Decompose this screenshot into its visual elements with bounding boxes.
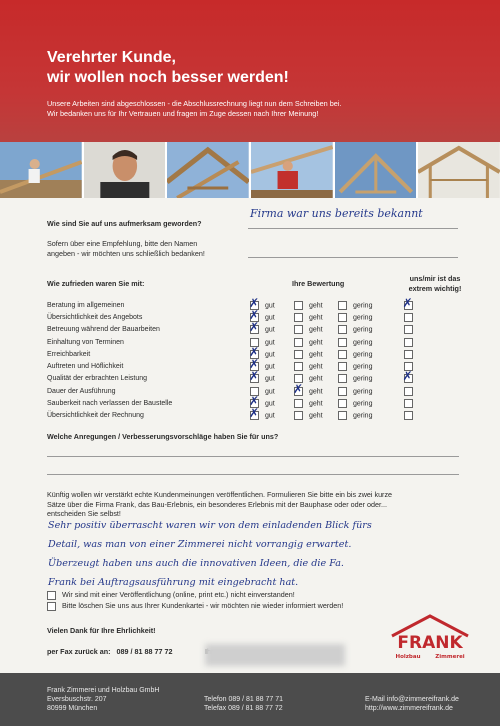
gut-label: gut: [265, 326, 275, 334]
rating-row: [47, 360, 434, 372]
criterion-label: Erreichbarkeit: [47, 350, 91, 358]
gering-checkbox[interactable]: [338, 411, 347, 420]
gering-label: gering: [353, 363, 373, 371]
fax-number: 089 / 81 88 77 72: [116, 647, 173, 656]
gering-label: gering: [353, 338, 373, 346]
geht-checkbox[interactable]: [294, 313, 303, 322]
gut-label: gut: [265, 301, 275, 309]
geht-checkbox[interactable]: [294, 399, 303, 408]
important-header: [400, 274, 470, 294]
gut-label: gut: [265, 400, 275, 408]
footer-phone-number: Telefon 089 / 81 88 77 71: [204, 696, 284, 703]
photo-carpenter-roof: [0, 142, 84, 198]
photo-frame-structure: [418, 142, 500, 198]
remove-option: [47, 601, 343, 611]
important-checkbox[interactable]: [404, 350, 413, 359]
rating-table: [47, 299, 434, 422]
gering-checkbox[interactable]: [338, 399, 347, 408]
criterion-label: Übersichtlichkeit der Rechnung: [47, 412, 144, 420]
gut-label: gut: [265, 351, 275, 359]
gering-checkbox[interactable]: [338, 301, 347, 310]
geht-label: geht: [309, 301, 323, 309]
rating-row: [47, 373, 434, 385]
fax-return: [47, 647, 172, 656]
important-checkbox[interactable]: [404, 301, 413, 310]
logo-right: Zimmerei: [435, 654, 465, 660]
gering-checkbox[interactable]: [338, 313, 347, 322]
handwriting-line-1: Sehr positiv überrascht waren wir von dem einladenden Blick fürs: [48, 520, 372, 531]
criterion-label: Qualität der erbrachten Leistung: [47, 375, 148, 383]
testimonial-intro-line-3: entscheiden Sie selbst!: [47, 509, 121, 518]
handwriting-line-2: Detail, was man von einer Zimmerei nicht vorrangig erwartet.: [48, 539, 352, 550]
suggestions-line-2: [47, 474, 459, 475]
geht-label: geht: [309, 314, 323, 322]
geht-checkbox[interactable]: [294, 387, 303, 396]
important-header-line-2: extrem wichtig!: [408, 284, 462, 293]
footer-phone: [204, 695, 283, 713]
consent-option: [47, 590, 295, 600]
geht-checkbox[interactable]: [294, 411, 303, 420]
gering-label: gering: [353, 388, 373, 396]
gut-label: gut: [265, 338, 275, 346]
rating-header: Ihre Bewertung: [292, 279, 345, 288]
referral-hint: [47, 239, 205, 259]
gut-label: gut: [265, 363, 275, 371]
remove-label: Bitte löschen Sie uns aus Ihrer Kundenkartei - wir möchten nie wieder informiert werden!: [62, 601, 344, 610]
geht-label: geht: [309, 412, 323, 420]
title-line-2: wir wollen noch besser werden!: [47, 69, 289, 86]
gut-checkbox[interactable]: [250, 325, 259, 334]
redacted-stamp: [205, 644, 345, 666]
geht-label: geht: [309, 375, 323, 383]
footer-email[interactable]: E-Mail info@zimmereifrank.de: [365, 696, 459, 703]
intro-line-2: Wir bedanken uns für Ihr Vertrauen und fragen im Zuge dessen nach Ihrer Meinung!: [47, 109, 319, 118]
geht-checkbox[interactable]: [294, 350, 303, 359]
handwriting-line-4: Frank bei Auftragsausführung mit eingebracht hat.: [48, 577, 299, 588]
footer: [0, 673, 500, 726]
intro-line-1: Unsere Arbeiten sind abgeschlossen - die Abschlussrechnung liegt nun dem Schreiben bei.: [47, 99, 342, 108]
fax-label: per Fax zurück an:: [47, 647, 111, 656]
referral-name-line: [248, 257, 458, 258]
question-referral: Wie sind Sie auf uns aufmerksam geworden?: [47, 219, 202, 228]
gut-label: gut: [265, 314, 275, 322]
criterion-label: Dauer der Ausführung: [47, 387, 116, 395]
geht-label: geht: [309, 388, 323, 396]
header-banner: [0, 0, 500, 142]
testimonial-intro-line-1: Künftig wollen wir verstärkt echte Kundenmeinungen veröffentlichen. Formulieren Sie bitte ein bis zwei kurze: [47, 490, 393, 499]
gering-label: gering: [353, 326, 373, 334]
rating-row: [47, 299, 434, 311]
gering-label: gering: [353, 412, 373, 420]
rating-row: [47, 336, 434, 348]
gering-label: gering: [353, 314, 373, 322]
footer-contact: [365, 695, 459, 713]
intro-text: [47, 99, 467, 119]
gut-checkbox[interactable]: [250, 411, 259, 420]
testimonial-intro: [47, 490, 392, 519]
gering-checkbox[interactable]: [338, 362, 347, 371]
consent-checkbox[interactable]: [47, 591, 56, 600]
footer-fax-number: Telefax 089 / 81 88 77 72: [204, 705, 283, 712]
geht-label: geht: [309, 338, 323, 346]
title-line-1: Verehrter Kunde,: [47, 49, 176, 66]
question-satisfaction: Wie zufrieden waren Sie mit:: [47, 279, 145, 288]
gering-checkbox[interactable]: [338, 350, 347, 359]
question-suggestions: Welche Anregungen / Verbesserungsvorschläge haben Sie für uns?: [47, 432, 279, 441]
footer-address: [47, 686, 159, 713]
important-checkbox[interactable]: [404, 399, 413, 408]
footer-web[interactable]: http://www.zimmereifrank.de: [365, 705, 453, 712]
criterion-label: Betreuung während der Bauarbeiten: [47, 326, 160, 334]
important-checkbox[interactable]: [404, 374, 413, 383]
criterion-label: Übersichtlichkeit des Angebots: [47, 313, 143, 321]
geht-checkbox[interactable]: [294, 325, 303, 334]
geht-label: geht: [309, 351, 323, 359]
important-checkbox[interactable]: [404, 338, 413, 347]
logo-left: Holzbau: [395, 654, 421, 660]
logo-word: FRANK: [397, 633, 463, 653]
footer-company: Frank Zimmerei und Holzbau GmbH: [47, 687, 160, 694]
criterion-label: Einhaltung von Terminen: [47, 338, 124, 346]
geht-checkbox[interactable]: [294, 301, 303, 310]
footer-street: Eversbuschstr. 207: [47, 696, 107, 703]
gering-checkbox[interactable]: [338, 338, 347, 347]
page-title: [47, 48, 289, 88]
geht-checkbox[interactable]: [294, 362, 303, 371]
photo-portrait: [84, 142, 168, 198]
gut-label: gut: [265, 388, 275, 396]
gering-checkbox[interactable]: [338, 374, 347, 383]
important-header-line-1: uns/mir ist das: [409, 274, 461, 283]
geht-checkbox[interactable]: [294, 338, 303, 347]
geht-label: geht: [309, 363, 323, 371]
suggestions-line-1: [47, 456, 459, 457]
rating-row: [47, 385, 434, 397]
consent-label: Wir sind mit einer Veröffentlichung (online, print etc.) nicht einverstanden!: [62, 590, 295, 599]
rating-row: [47, 324, 434, 336]
rating-row: [47, 348, 434, 360]
photo-worker-red: [251, 142, 335, 198]
gering-checkbox[interactable]: [338, 387, 347, 396]
important-checkbox[interactable]: [404, 411, 413, 420]
handwriting-line-3: Überzeugt haben uns auch die innovativen Ideen, die die Fa.: [48, 558, 344, 569]
answer-line: [248, 228, 458, 229]
remove-checkbox[interactable]: [47, 602, 56, 611]
gering-checkbox[interactable]: [338, 325, 347, 334]
rating-row: [47, 410, 434, 422]
referral-hint-line-1: Sofern über eine Empfehlung, bitte den Namen: [47, 239, 198, 248]
rating-row: [47, 311, 434, 323]
important-checkbox[interactable]: [404, 387, 413, 396]
geht-label: geht: [309, 400, 323, 408]
testimonial-handwriting[interactable]: [48, 516, 372, 592]
gering-label: gering: [353, 375, 373, 383]
answer-referral[interactable]: Firma war uns bereits bekannt: [250, 207, 423, 220]
gut-checkbox[interactable]: [250, 374, 259, 383]
photo-roof-truss: [335, 142, 419, 198]
gering-label: gering: [353, 400, 373, 408]
frank-logo: [388, 614, 472, 660]
footer-city: 80999 München: [47, 705, 98, 712]
criterion-label: Beratung im allgemeinen: [47, 301, 125, 309]
referral-hint-line-2: angeben - wir möchten uns schließlich bedanken!: [47, 249, 205, 258]
important-checkbox[interactable]: [404, 325, 413, 334]
testimonial-intro-line-2: Sätze über die Firma Frank, das Bau-Erlebnis, ein besonderes Erlebnis mit der Bauphase oder oder oder...: [47, 499, 387, 509]
gut-label: gut: [265, 412, 275, 420]
important-checkbox[interactable]: [404, 313, 413, 322]
photo-strip: [0, 142, 500, 198]
criterion-label: Auftreten und Höflichkeit: [47, 363, 124, 371]
gering-label: gering: [353, 351, 373, 359]
criterion-label: Sauberkeit nach verlassen der Baustelle: [47, 400, 173, 408]
gering-label: gering: [353, 301, 373, 309]
photo-timber-frame: [167, 142, 251, 198]
thanks-text: Vielen Dank für Ihre Ehrlichkeit!: [47, 626, 156, 635]
gut-label: gut: [265, 375, 275, 383]
rating-row: [47, 397, 434, 409]
geht-label: geht: [309, 326, 323, 334]
